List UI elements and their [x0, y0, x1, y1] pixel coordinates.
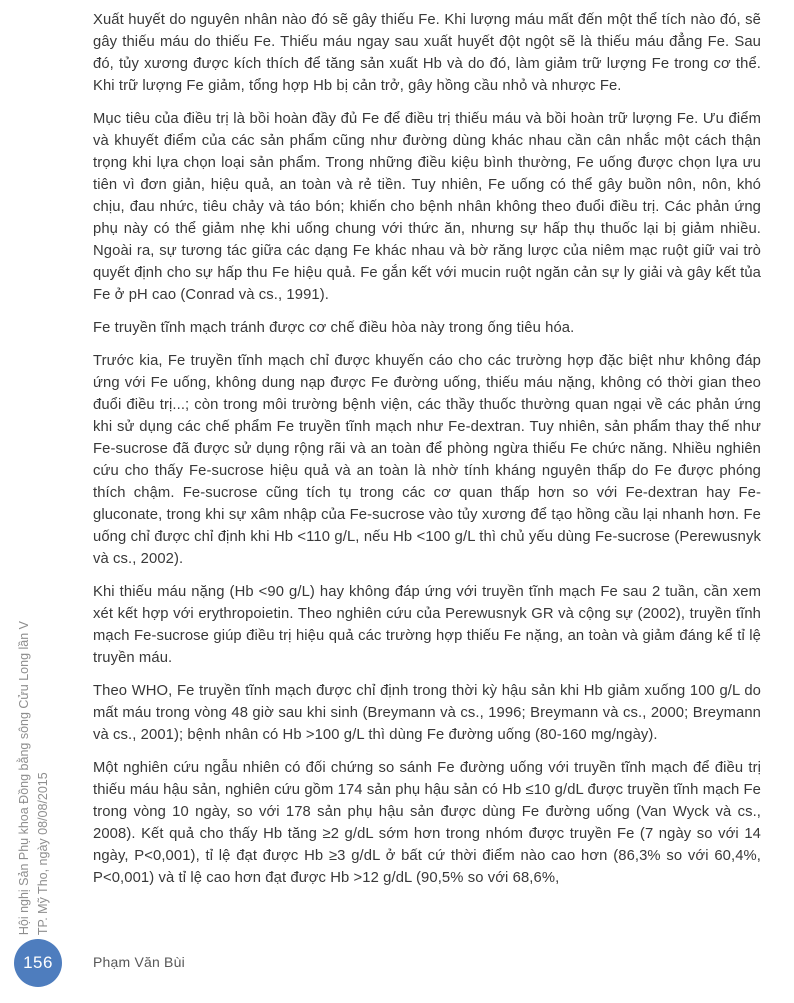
conference-location-date: TP. Mỹ Tho, ngày 08/08/2015	[36, 772, 50, 935]
paragraph: Một nghiên cứu ngẫu nhiên có đối chứng so sánh Fe đường uống với truyền tĩnh mạch để điều trị thiếu máu hậu sản, nghiên cứu gồm 174 sản phụ hậu sản có Hb ≤10 g/dL được truyền tĩnh mạch Fe trong vòng 10 ngày, so với 178 sản phụ hậu sản được dùng Fe đường uống (Van Wyck và cs., 2008). Kết quả cho thấy Hb tăng ≥2 g/dL sớm hơn trong nhóm được truyền Fe (7 ngày so với 14 ngày, P<0,001), tỉ lệ đạt được Hb ≥3 g/dL ở bất cứ thời điểm nào cao hơn (86,3% so với 60,4%, P<0,001) và tỉ lệ cao hơn đạt được Hb >12 g/dL (90,5% so với 68,6%,	[93, 760, 761, 886]
paragraph: Fe truyền tĩnh mạch tránh được cơ chế điều hòa này trong ống tiêu hóa.	[93, 320, 575, 336]
paragraph: Trước kia, Fe truyền tĩnh mạch chỉ được khuyến cáo cho các trường hợp đặc biệt như không đáp ứng với Fe uống, không dung nạp được Fe đường uống, thiếu máu nặng, không có thời gian theo đuổi điều trị...; còn trong môi trường bệnh viện, các thầy thuốc thường quan ngại về các phản ứng khi sử dụng các chế phẩm Fe truyền tĩnh mạch như Fe-dextran. Tuy nhiên, sản phẩm thay thế như Fe-sucrose đã được sử dụng rộng rãi và an toàn để phòng ngừa thiếu Fe chức năng. Nhiều nghiên cứu cho thấy Fe-sucrose hiệu quả và an toàn là nhờ tính kháng nguyên thấp do Fe được phóng thích chậm. Fe-sucrose cũng tích tụ trong các cơ quan thấp hơn so với Fe-dextran hay Fe-gluconate, trong khi sự xâm nhập của Fe-sucrose vào tủy xương để tạo hồng cầu lại nhanh hơn. Fe uống chỉ được chỉ định khi Hb <110 g/L, nếu Hb <100 g/L thì chủ yếu dùng Fe-sucrose (Perewusnyk và cs., 2002).	[93, 353, 761, 567]
paragraph: Khi thiếu máu nặng (Hb <90 g/L) hay không đáp ứng với truyền tĩnh mạch Fe sau 2 tuần, cần xem xét kết hợp với erythropoietin. Theo nghiên cứu của Perewusnyk GR và cộng sự (2002), truyền tĩnh mạch Fe-sucrose giúp điều trị hiệu quả các trường hợp thiếu Fe nặng, an toàn và giảm đáng kể tỉ lệ truyền máu.	[93, 584, 761, 666]
paragraph: Mục tiêu của điều trị là bồi hoàn đầy đủ Fe để điều trị thiếu máu và bồi hoàn trữ lượng Fe. Ưu điểm và khuyết điểm của các sản phẩm cũng như đường dùng khác nhau cần cân nhắc một cách thận trọng khi lựa chọn loại sản phẩm. Trong những điều kiệu bình thường, Fe uống được chọn lựa ưu tiên vì đơn giản, hiệu quả, an toàn và rẻ tiền. Tuy nhiên, Fe uống có thể gây buồn nôn, nôn, khó chịu, đau nhức, tiêu chảy và táo bón; khiến cho bệnh nhân không theo đuổi điều trị. Các phản ứng phụ này có thể giảm nhẹ khi uống chung với thức ăn, nhưng sự hấp thụ thuốc lại bị giảm nhiều. Ngoài ra, sự tương tác giữa các dạng Fe khác nhau và bờ răng lược của niêm mạc ruột giữ vai trò quyết định cho sự hấp thu Fe hiệu quả. Fe gắn kết với mucin ruột ngăn cản sự ly giải và gây kết tủa Fe ở pH cao (Conrad và cs., 1991).	[93, 111, 761, 303]
author-name: Phạm Văn Bùi	[93, 954, 185, 970]
conference-sidenote	[15, 621, 53, 935]
conference-name: Hội nghị Sản Phụ khoa Đồng bằng sông Cửu Long lần V	[17, 620, 31, 935]
paragraph: Xuất huyết do nguyên nhân nào đó sẽ gây thiếu Fe. Khi lượng máu mất đến một thể tích nào đó, sẽ gây thiếu máu do thiếu Fe. Thiếu máu ngay sau xuất huyết đột ngột sẽ là thiếu máu đẳng Fe. Sau đó, tủy xương được kích thích để tăng sản xuất Hb và do đó, làm giảm trữ lượng Fe trong cơ thể. Khi trữ lượng Fe giảm, tổng hợp Hb bị cản trở, gây hồng cầu nhỏ và nhược Fe.	[93, 12, 761, 94]
paragraph: Theo WHO, Fe truyền tĩnh mạch được chỉ định trong thời kỳ hậu sản khi Hb giảm xuống 100 g/L do mất máu trong vòng 48 giờ sau khi sinh (Breymann và cs., 1996; Breymann và cs., 2000; Breymann và cs., 2001); bệnh nhân có Hb >100 g/L thì dùng Fe đường uống (80-160 mg/ngày).	[93, 683, 761, 743]
body-text-column	[93, 9, 761, 900]
page-number: 156	[23, 953, 53, 972]
page-number-badge	[14, 939, 62, 987]
page-footer	[0, 938, 794, 988]
